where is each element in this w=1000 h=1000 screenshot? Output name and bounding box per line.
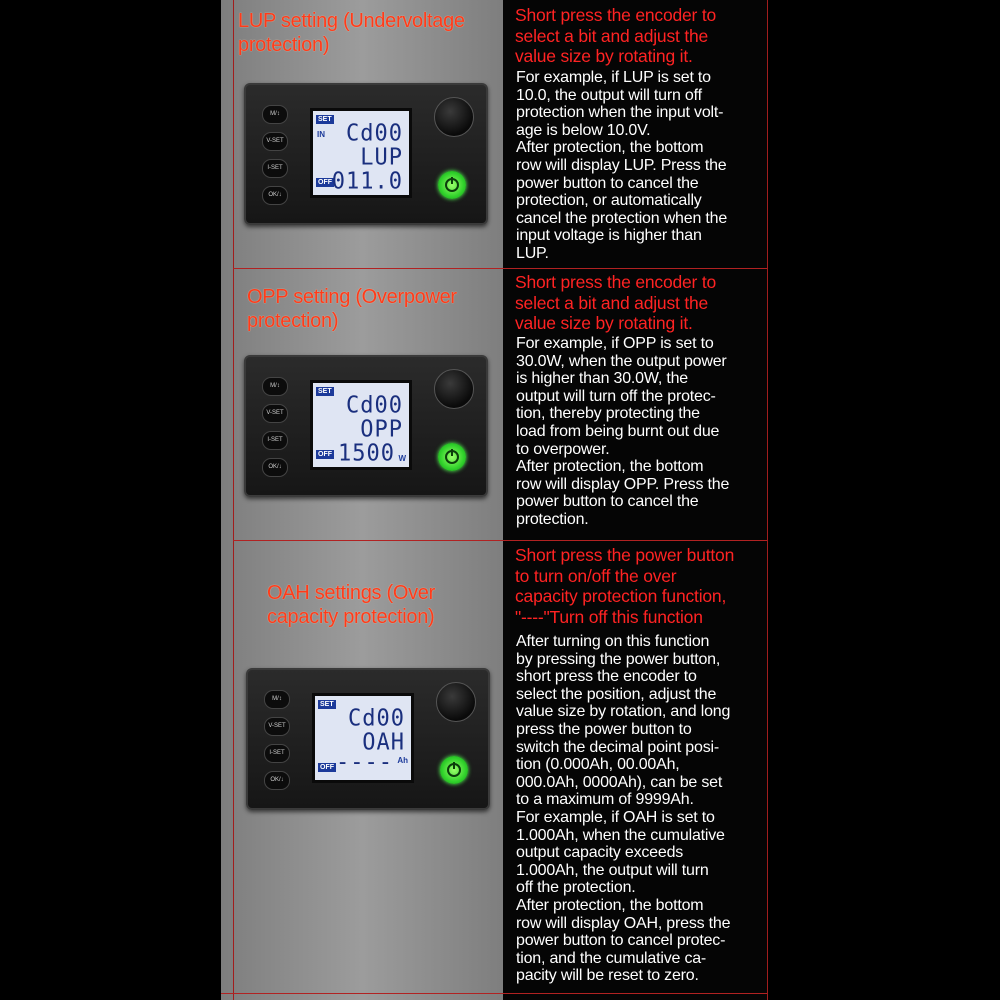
body-line: protection, or automatically	[516, 192, 702, 210]
set-badge: SET	[318, 388, 332, 395]
section-2-title	[247, 285, 457, 333]
body-line: power button to cancel the	[516, 493, 699, 511]
body-line: After protection, the bottom	[516, 139, 704, 157]
lcd-row-3: 011.0	[331, 168, 403, 195]
body-line: tion (0.000Ah, 00.00Ah,	[516, 756, 680, 774]
lcd-row-3: ----	[336, 749, 393, 776]
instruction-line: capacity protection function,	[515, 586, 727, 606]
body-line: row will display LUP. Press the	[516, 156, 727, 174]
lcd-row-3: 1500	[338, 440, 395, 467]
body-line: tion, and the cumulative ca-	[516, 949, 707, 967]
instruction-line: value size by rotating it.	[515, 46, 693, 66]
body-line: After protection, the bottom	[516, 458, 704, 476]
power-icon	[445, 761, 463, 779]
body-line: power button to cancel the	[516, 174, 699, 192]
title-line: protection)	[247, 310, 339, 332]
off-badge: OFF	[318, 451, 332, 458]
body-line: input voltage is higher than	[516, 227, 702, 245]
i-set-button: I-SET	[264, 744, 290, 763]
encoder-knob	[434, 369, 474, 409]
power-icon	[443, 448, 461, 466]
lcd-screen	[310, 380, 412, 470]
body-line: For example, if LUP is set to	[516, 69, 711, 86]
power-button	[440, 756, 468, 784]
v-set-button: V-SET	[262, 132, 288, 151]
instruction-line: select a bit and adjust the	[515, 292, 709, 313]
body-line: output will turn off the protec-	[516, 387, 716, 405]
ok-button: OK/↓	[262, 186, 288, 205]
body-line: 1.000Ah, when the cumulative	[516, 826, 725, 844]
divider-row-3	[221, 993, 767, 994]
device-1	[244, 83, 488, 225]
set-badge: SET	[318, 116, 332, 123]
body-line: to a maximum of 9999Ah.	[516, 791, 694, 809]
section-3-instruction	[515, 545, 767, 627]
body-line: row will display OAH, press the	[516, 914, 731, 932]
lcd-row-2: OAH	[362, 729, 405, 756]
body-line: by pressing the power button,	[516, 650, 721, 668]
body-line: 000.0Ah, 0000Ah), can be set	[516, 773, 723, 791]
section-2-instruction	[515, 272, 767, 334]
i-set-button: I-SET	[262, 159, 288, 178]
lcd-row-1: Cd00	[346, 392, 403, 419]
v-set-button: V-SET	[262, 404, 288, 423]
mode-button: M/↕	[262, 105, 288, 124]
lcd-row-1: Cd00	[346, 120, 403, 147]
lcd-row-2: OPP	[360, 416, 403, 443]
device-2	[244, 355, 488, 497]
body-line: select the position, adjust the	[516, 685, 717, 703]
instruction-line: Short press the encoder to	[515, 5, 717, 25]
off-badge: OFF	[318, 179, 332, 186]
body-line: switch the decimal point posi-	[516, 738, 719, 756]
body-line: After protection, the bottom	[516, 896, 704, 914]
off-badge: OFF	[320, 764, 334, 771]
body-line: power button to cancel protec-	[516, 932, 726, 950]
in-label: IN	[317, 130, 325, 139]
body-line: short press the encoder to	[516, 668, 697, 686]
instruction-line: value size by rotating it.	[515, 313, 693, 333]
mode-button: M/↕	[262, 377, 288, 396]
instruction-line: Short press the power button	[515, 545, 735, 565]
body-line: 10.0, the output will turn off	[516, 86, 702, 104]
body-line: age is below 10.0V.	[516, 121, 651, 139]
divider-row-1	[233, 268, 767, 269]
body-line: After turning on this function	[516, 633, 710, 650]
mode-button: M/↕	[264, 690, 290, 709]
body-line: press the power button to	[516, 720, 692, 738]
section-2-body	[516, 335, 766, 529]
body-line: 1.000Ah, the output will turn	[516, 861, 709, 879]
section-1-title	[238, 9, 465, 57]
lcd-row-2: LUP	[360, 144, 403, 171]
divider-left	[233, 0, 234, 1000]
body-line: protection.	[516, 510, 589, 528]
title-line: LUP setting (Undervoltage	[238, 10, 465, 32]
power-button	[438, 443, 466, 471]
body-line: load from being burnt out due	[516, 422, 720, 440]
lcd-row-1: Cd00	[348, 705, 405, 732]
body-line: tion, thereby protecting the	[516, 405, 700, 423]
body-line: LUP.	[516, 244, 549, 262]
body-line: is higher than 30.0W, the	[516, 370, 689, 388]
body-line: row will display OPP. Press the	[516, 475, 730, 493]
set-badge: SET	[320, 701, 334, 708]
instruction-line: select a bit and adjust the	[515, 25, 709, 46]
v-set-button: V-SET	[264, 717, 290, 736]
body-line: to overpower.	[516, 440, 610, 458]
section-3-body	[516, 633, 766, 985]
unit-label: W	[398, 454, 406, 463]
instruction-line: Short press the encoder to	[515, 272, 717, 292]
ok-button: OK/↓	[262, 458, 288, 477]
title-line: OPP setting (Overpower	[247, 286, 457, 308]
title-line: OAH settings (Over	[267, 582, 435, 604]
body-line: For example, if OAH is set to	[516, 808, 715, 826]
ok-button: OK/↓	[264, 771, 290, 790]
encoder-knob	[436, 682, 476, 722]
section-3-title	[267, 581, 435, 629]
title-line: protection)	[238, 34, 330, 56]
body-line: value size by rotation, and long	[516, 703, 731, 721]
section-1-instruction	[515, 5, 767, 67]
divider-right	[767, 0, 768, 1000]
section-1-body	[516, 69, 766, 263]
power-icon	[443, 176, 461, 194]
body-line: For example, if OPP is set to	[516, 335, 714, 352]
i-set-button: I-SET	[262, 431, 288, 450]
encoder-knob	[434, 97, 474, 137]
body-line: 30.0W, when the output power	[516, 352, 727, 370]
unit-label: Ah	[397, 756, 408, 765]
title-line: capacity protection)	[267, 606, 435, 628]
instruction-line: "----"Turn off this function	[515, 606, 703, 627]
device-3	[246, 668, 490, 810]
body-line: off the protection.	[516, 879, 636, 897]
lcd-screen	[310, 108, 412, 198]
body-line: pacity will be reset to zero.	[516, 967, 699, 985]
divider-row-2	[233, 540, 767, 541]
body-line: cancel the protection when the	[516, 209, 728, 227]
body-line: protection when the input volt-	[516, 104, 724, 122]
power-button	[438, 171, 466, 199]
body-line: output capacity exceeds	[516, 844, 684, 862]
instruction-line: to turn on/off the over	[515, 565, 677, 586]
lcd-screen	[312, 693, 414, 783]
